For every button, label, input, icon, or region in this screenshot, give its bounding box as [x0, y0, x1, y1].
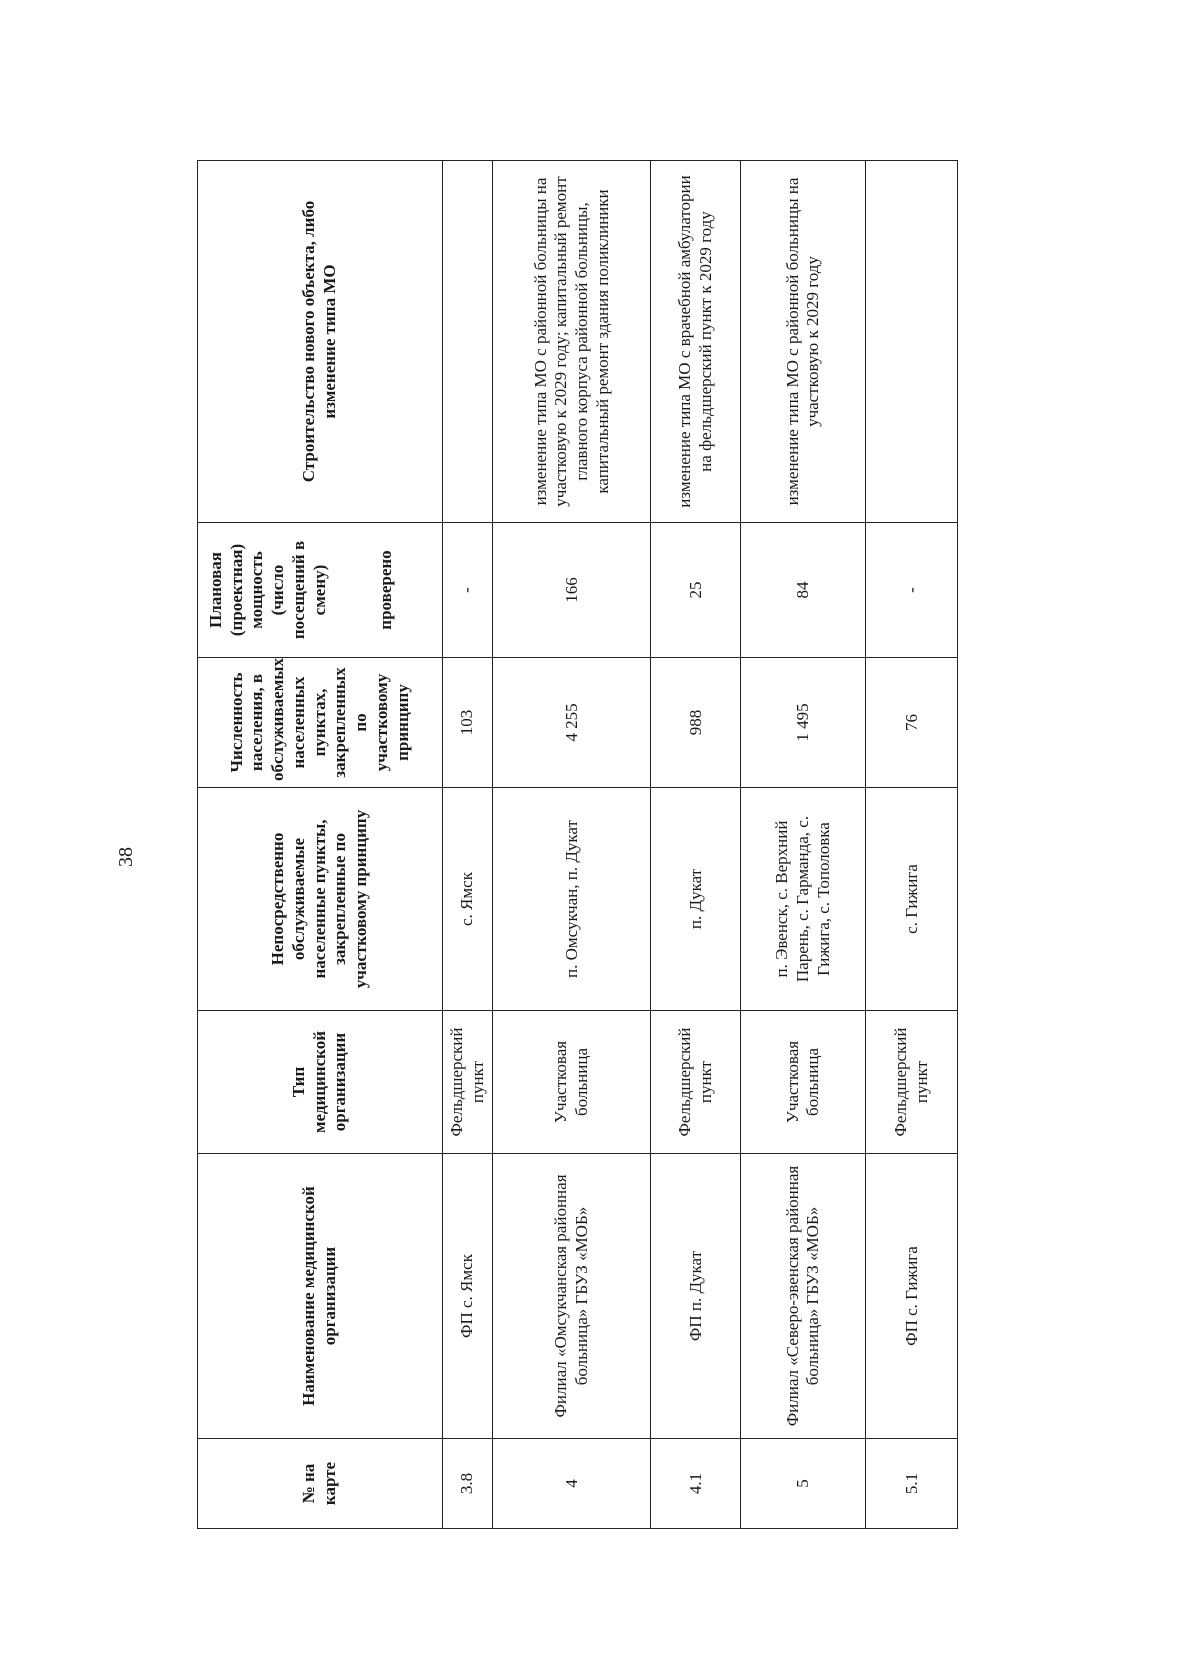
cell-population: 103 — [443, 658, 493, 788]
cell-num: 5 — [741, 1439, 866, 1529]
cell-construction — [866, 161, 958, 523]
cell-num: 5.1 — [866, 1439, 958, 1529]
cell-settlements: п. Дукат — [651, 788, 741, 1011]
table-row — [651, 161, 741, 1529]
cell-settlements: с. Гижига — [866, 788, 958, 1011]
cell-type: Фельдшерский пункт — [866, 1011, 958, 1154]
cell-type: Фельдшерский пункт — [443, 1011, 493, 1154]
cell-name: ФП с. Гижига — [866, 1154, 958, 1439]
page-number: 38 — [115, 847, 137, 867]
cell-type: Участковая больница — [493, 1011, 651, 1154]
cell-population: 4 255 — [493, 658, 651, 788]
header-name: Наименование медицинской организации — [198, 1154, 443, 1439]
cell-construction — [443, 161, 493, 523]
cell-settlements: с. Ямск — [443, 788, 493, 1011]
cell-settlements: п. Омсукчан, п. Дукат — [493, 788, 651, 1011]
cell-name: ФП с. Ямск — [443, 1154, 493, 1439]
cell-capacity: - — [443, 523, 493, 658]
cell-capacity: 84 — [741, 523, 866, 658]
cell-type: Фельдшерский пункт — [651, 1011, 741, 1154]
table-container — [197, 161, 952, 1529]
table-row — [443, 161, 493, 1529]
header-row — [198, 161, 443, 1529]
cell-name: Филиал «Северо-эвенская районная больница» ГБУЗ «МОБ» — [741, 1154, 866, 1439]
header-population: Численность населения, в обслуживаемых населенных пунктах, закрепленных по участковому принципу — [198, 658, 443, 788]
cell-capacity: 166 — [493, 523, 651, 658]
rotated-table — [197, 161, 952, 1529]
table-row — [741, 161, 866, 1529]
header-capacity — [198, 523, 443, 658]
cell-type: Участковая больница — [741, 1011, 866, 1154]
table-row — [866, 161, 958, 1529]
cell-num: 4.1 — [651, 1439, 741, 1529]
cell-population: 76 — [866, 658, 958, 788]
cell-capacity: 25 — [651, 523, 741, 658]
header-capacity-note: проверено — [376, 550, 396, 630]
cell-capacity: - — [866, 523, 958, 658]
cell-construction: изменение типа МО с врачебной амбулатории на фельдшерский пункт к 2029 году — [651, 161, 741, 523]
cell-settlements: п. Эвенск, с. Верхний Парень, с. Гарманда, с. Гижига, с. Тополовка — [741, 788, 866, 1011]
header-construction: Строительство нового объекта, либо изменение типа МО — [198, 161, 443, 523]
cell-construction: изменение типа МО с районной больницы на участковую к 2029 году; капитальный ремонт главного корпуса районной больницы, капитальный ремонт здания поликлиники — [493, 161, 651, 523]
cell-name: ФП п. Дукат — [651, 1154, 741, 1439]
data-table — [197, 160, 958, 1529]
header-settlements: Непосредственно обслуживаемые населенные пункты, закрепленные по участковому принципу — [198, 788, 443, 1011]
header-capacity-label: Плановая (проектная) мощность (число посещений в смену) — [206, 540, 329, 640]
cell-population: 988 — [651, 658, 741, 788]
cell-num: 4 — [493, 1439, 651, 1529]
table-row — [493, 161, 651, 1529]
cell-name: Филиал «Омсукчанская районная больница» ГБУЗ «МОБ» — [493, 1154, 651, 1439]
cell-population: 1 495 — [741, 658, 866, 788]
header-num: № на карте — [198, 1439, 443, 1529]
cell-num: 3.8 — [443, 1439, 493, 1529]
cell-construction: изменение типа МО с районной больницы на участковую к 2029 году — [741, 161, 866, 523]
header-type: Тип медицинской организации — [198, 1011, 443, 1154]
